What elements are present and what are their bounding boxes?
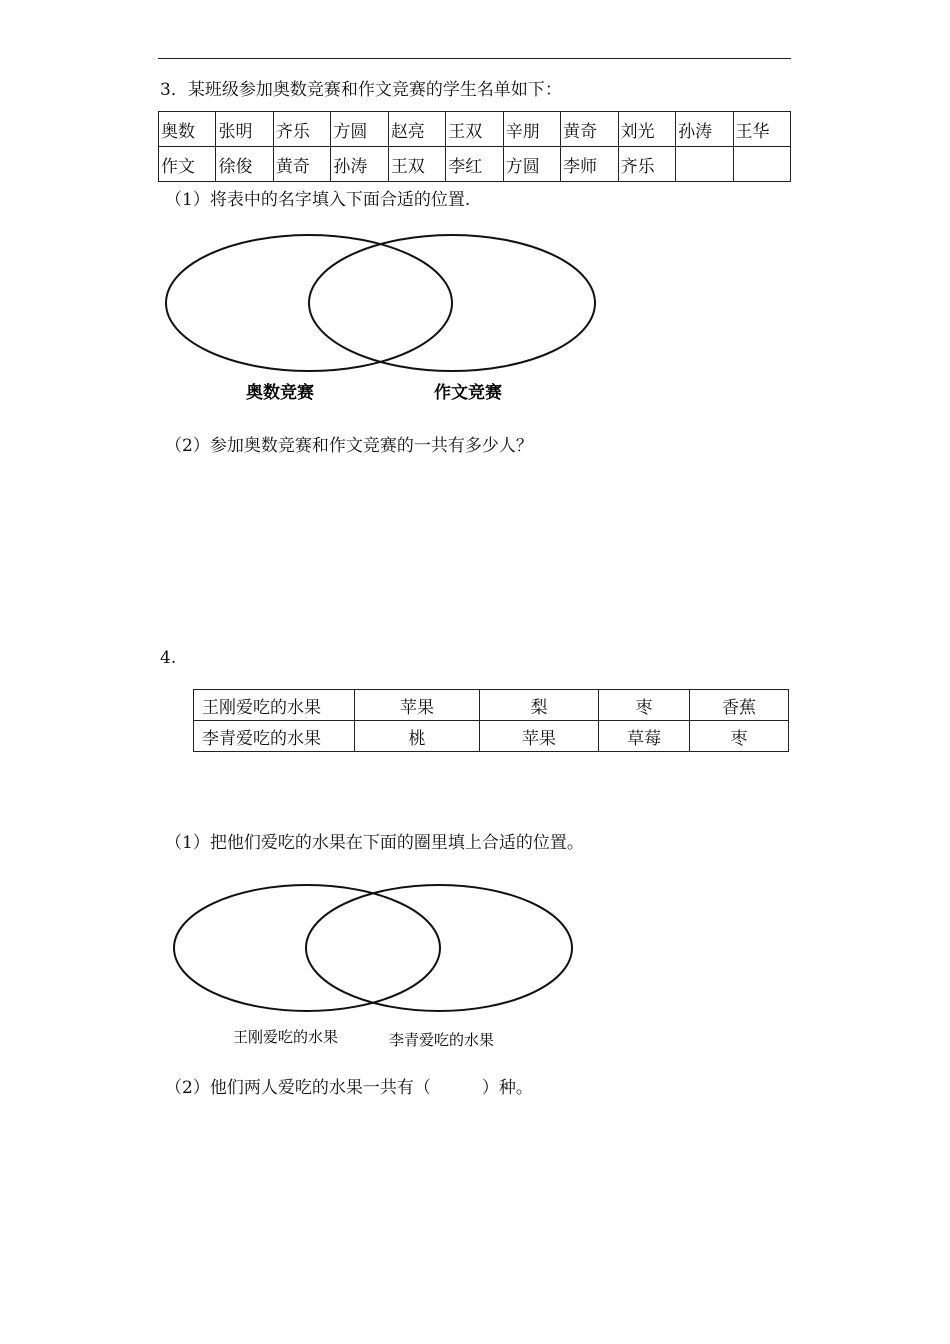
- table-cell: 桃: [355, 721, 480, 752]
- table-cell: 刘光: [618, 112, 675, 147]
- table-cell: 黄奇: [273, 147, 330, 182]
- q4-venn-diagram: [165, 875, 585, 1055]
- q3-name-table: [158, 111, 791, 182]
- q4-part2-text: （2）他们两人爱吃的水果一共有（ ）种。: [165, 1078, 533, 1098]
- table-cell: 孙涛: [331, 147, 388, 182]
- table-cell: 王刚爱吃的水果: [194, 690, 355, 721]
- table-row: [194, 721, 789, 752]
- table-cell: 赵亮: [388, 112, 445, 147]
- table-cell: 枣: [599, 690, 690, 721]
- table-cell: 王双: [388, 147, 445, 182]
- table-cell: 王华: [733, 112, 790, 147]
- table-cell: 辛朋: [503, 112, 560, 147]
- table-cell: 齐乐: [273, 112, 330, 147]
- table-cell: [676, 147, 733, 182]
- q3-title: 3．某班级参加奥数竞赛和作文竞赛的学生名单如下：: [160, 80, 562, 100]
- table-cell: 方圆: [331, 112, 388, 147]
- table-cell: 苹果: [355, 690, 480, 721]
- table-cell: [733, 147, 790, 182]
- q3-part2-text: （2）参加奥数竞赛和作文竞赛的一共有多少人？: [165, 436, 533, 456]
- table-cell: 黄奇: [561, 112, 618, 147]
- venn-label-right: 作文竞赛: [434, 383, 502, 403]
- table-cell: 张明: [216, 112, 273, 147]
- table-cell: 枣: [690, 721, 789, 752]
- table-cell: 王双: [446, 112, 503, 147]
- table-cell: 齐乐: [618, 147, 675, 182]
- table-cell: 李青爱吃的水果: [194, 721, 355, 752]
- table-cell: 孙涛: [676, 112, 733, 147]
- top-rule: [158, 58, 791, 59]
- table-cell: 徐俊: [216, 147, 273, 182]
- table-cell: 方圆: [503, 147, 560, 182]
- table-cell: 李红: [446, 147, 503, 182]
- table-row: [194, 690, 789, 721]
- table-row: [159, 112, 791, 147]
- table-cell: 苹果: [480, 721, 599, 752]
- q4-fruit-table: [193, 689, 789, 752]
- table-cell: 梨: [480, 690, 599, 721]
- q4-part1-text: （1）把他们爱吃的水果在下面的圈里填上合适的位置。: [165, 833, 584, 853]
- table-cell: 香蕉: [690, 690, 789, 721]
- table-cell: 奥数: [159, 112, 216, 147]
- q3-part1-text: （1）将表中的名字填入下面合适的位置.: [165, 190, 471, 210]
- venn-label-left: 王刚爱吃的水果: [233, 1028, 339, 1046]
- table-row: [159, 147, 791, 182]
- q3-venn-diagram: [150, 228, 620, 413]
- table-cell: 草莓: [599, 721, 690, 752]
- table-cell: 作文: [159, 147, 216, 182]
- q4-number: 4.: [160, 648, 177, 668]
- table-cell: 李师: [561, 147, 618, 182]
- venn-label-right: 李青爱吃的水果: [389, 1031, 495, 1049]
- venn-label-left: 奥数竞赛: [246, 383, 314, 403]
